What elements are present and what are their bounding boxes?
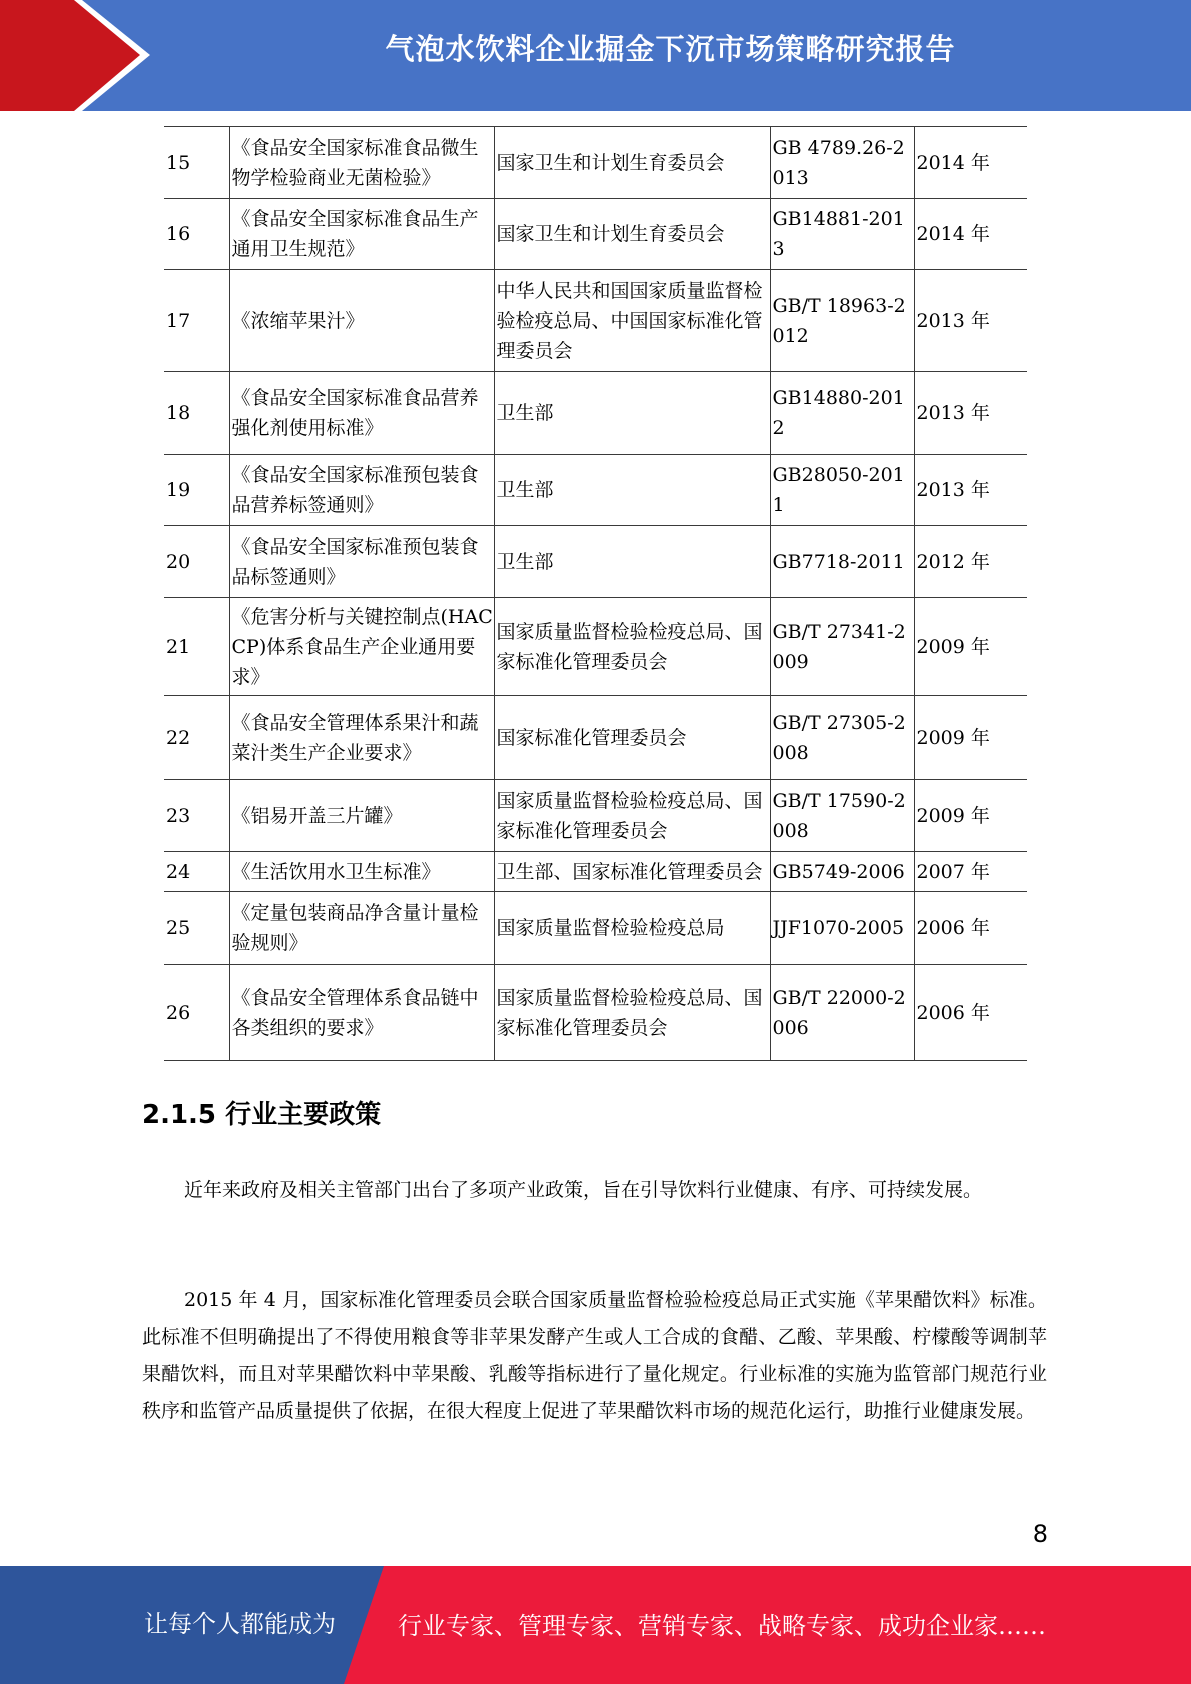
standard-code: GB/T 17590-2008 [770, 780, 914, 852]
section-heading: 2.1.5 行业主要政策 [142, 1100, 382, 1130]
body-paragraph: 近年来政府及相关主管部门出台了多项产业政策，旨在引导饮料行业健康、有序、可持续发展。 [184, 1179, 983, 1201]
row-number: 26 [164, 965, 229, 1061]
issuing-agency: 国家质量监督检验检疫总局、国家标准化管理委员会 [494, 965, 770, 1061]
implementation-year: 2009 年 [914, 780, 1027, 852]
issuing-agency: 卫生部、国家标准化管理委员会 [494, 852, 770, 892]
report-title: 气泡水饮料企业掘金下沉市场策略研究报告 [385, 32, 956, 66]
table-row [164, 696, 1027, 780]
implementation-year: 2006 年 [914, 892, 1027, 965]
issuing-agency: 国家卫生和计划生育委员会 [494, 199, 770, 270]
row-number: 19 [164, 455, 229, 526]
issuing-agency: 卫生部 [494, 526, 770, 598]
row-number: 17 [164, 270, 229, 372]
standard-name: 《食品安全国家标准预包装食品标签通则》 [229, 526, 494, 598]
issuing-agency: 国家标准化管理委员会 [494, 696, 770, 780]
implementation-year: 2013 年 [914, 455, 1027, 526]
standard-name: 《铝易开盖三片罐》 [229, 780, 494, 852]
row-number: 23 [164, 780, 229, 852]
standard-name: 《生活饮用水卫生标准》 [229, 852, 494, 892]
implementation-year: 2014 年 [914, 199, 1027, 270]
implementation-year: 2013 年 [914, 270, 1027, 372]
standard-code: GB28050-2011 [770, 455, 914, 526]
standard-name: 《危害分析与关键控制点(HACCP)体系食品生产企业通用要求》 [229, 598, 494, 696]
standard-name: 《食品安全国家标准预包装食品营养标签通则》 [229, 455, 494, 526]
standard-code: JJF1070-2005 [770, 892, 914, 965]
footer-slogan-right: 行业专家、管理专家、营销专家、战略专家、成功企业家…… [398, 1612, 1046, 1640]
standard-code: GB/T 27341-2009 [770, 598, 914, 696]
table-row [164, 965, 1027, 1061]
issuing-agency: 中华人民共和国国家质量监督检验检疫总局、中国国家标准化管理委员会 [494, 270, 770, 372]
row-number: 15 [164, 127, 229, 199]
standard-code: GB/T 22000-2006 [770, 965, 914, 1061]
standard-name: 《食品安全国家标准食品生产通用卫生规范》 [229, 199, 494, 270]
standard-name: 《食品安全国家标准食品微生物学检验商业无菌检验》 [229, 127, 494, 199]
standards-table [164, 126, 1027, 1061]
table-row [164, 852, 1027, 892]
row-number: 24 [164, 852, 229, 892]
table-row [164, 526, 1027, 598]
standard-name: 《食品安全国家标准食品营养强化剂使用标准》 [229, 372, 494, 455]
table-row [164, 780, 1027, 852]
row-number: 16 [164, 199, 229, 270]
implementation-year: 2014 年 [914, 127, 1027, 199]
table-row [164, 127, 1027, 199]
standard-name: 《食品安全管理体系食品链中各类组织的要求》 [229, 965, 494, 1061]
table-row [164, 199, 1027, 270]
standard-name: 《食品安全管理体系果汁和蔬菜汁类生产企业要求》 [229, 696, 494, 780]
body-paragraph: 2015 年 4 月，国家标准化管理委员会联合国家质量监督检验检疫总局正式实施《苹果醋饮料》标准。此标准不但明确提出了不得使用粮食等非苹果发酵产生或人工合成的食醋、乙酸、苹果酸、柠檬酸等调制苹果醋饮料，而且对苹果醋饮料中苹果酸、乳酸等指标进行了量化规定。行业标准的实施为监管部门规范行业秩序和监管产品质量提供了依据，在很大程度上促进了苹果醋饮料市场的规范化运行，助推行业健康发展。 [142, 1289, 1047, 1422]
standard-code: GB 4789.26-2013 [770, 127, 914, 199]
row-number: 21 [164, 598, 229, 696]
issuing-agency: 卫生部 [494, 372, 770, 455]
header-chevron-decoration [0, 0, 140, 111]
implementation-year: 2009 年 [914, 696, 1027, 780]
issuing-agency: 国家卫生和计划生育委员会 [494, 127, 770, 199]
footer-banner [0, 1566, 1191, 1684]
table-row [164, 598, 1027, 696]
standard-name: 《浓缩苹果汁》 [229, 270, 494, 372]
footer-slogan-left: 让每个人都能成为 [144, 1610, 336, 1638]
row-number: 20 [164, 526, 229, 598]
table-row [164, 455, 1027, 526]
standard-code: GB/T 18963-2012 [770, 270, 914, 372]
standard-code: GB/T 27305-2008 [770, 696, 914, 780]
implementation-year: 2012 年 [914, 526, 1027, 598]
page-number: 8 [1032, 1520, 1048, 1548]
row-number: 18 [164, 372, 229, 455]
issuing-agency: 国家质量监督检验检疫总局、国家标准化管理委员会 [494, 780, 770, 852]
table-row [164, 372, 1027, 455]
table-row [164, 270, 1027, 372]
header-banner [0, 0, 1191, 111]
issuing-agency: 卫生部 [494, 455, 770, 526]
issuing-agency: 国家质量监督检验检疫总局 [494, 892, 770, 965]
implementation-year: 2006 年 [914, 965, 1027, 1061]
implementation-year: 2013 年 [914, 372, 1027, 455]
table-row [164, 892, 1027, 965]
implementation-year: 2007 年 [914, 852, 1027, 892]
standard-code: GB7718-2011 [770, 526, 914, 598]
standard-code: GB5749-2006 [770, 852, 914, 892]
issuing-agency: 国家质量监督检验检疫总局、国家标准化管理委员会 [494, 598, 770, 696]
standard-code: GB14881-2013 [770, 199, 914, 270]
row-number: 22 [164, 696, 229, 780]
implementation-year: 2009 年 [914, 598, 1027, 696]
standard-name: 《定量包装商品净含量计量检验规则》 [229, 892, 494, 965]
row-number: 25 [164, 892, 229, 965]
standard-code: GB14880-2012 [770, 372, 914, 455]
